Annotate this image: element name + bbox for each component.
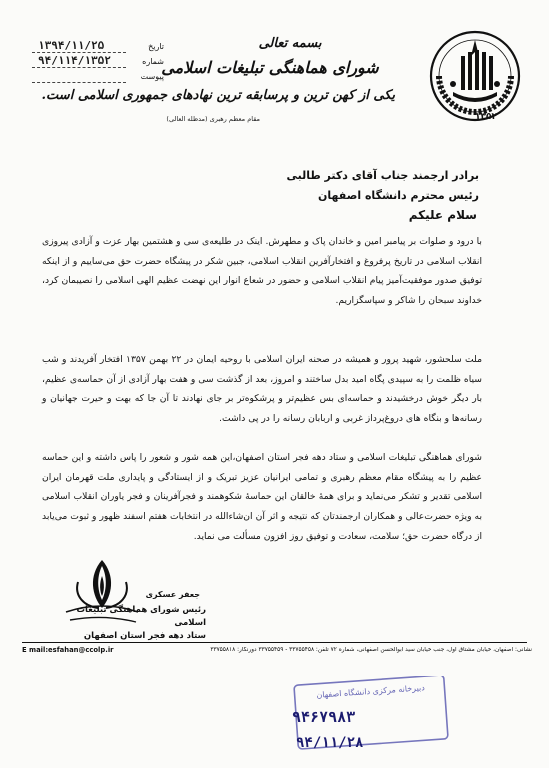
date-label: تاریخ (148, 42, 164, 51)
number-label: شماره (142, 57, 164, 66)
body-paragraph-3: شورای هماهنگی تبلیغات اسلامی و ستاد دهه فجر استان اصفهان،این همه شور و شعور را پاس داشته و این حماسه عظیم را به پیشگاه مقام معظم رهبری و تمامی ایرانیان عزیز تبریک و از ایستادگی و پایداری ملت قهرمان ایران اسلامی تقدیر و تشکر می‌نماید و برای همهٔ خالقان این حماسهٔ شکوهمند و فجرآفرینان و فجر یاوران انقلاب اسلامی به ویژه حضرت‌عالی و همکاران ارجمندتان که نتیجه و اثر آن ان‌شاءالله در انتخابات هفتم اسفند ظهور و ثبوت می‌یابد از درگاه حضرت حق؛ سلامت، سعادت و توفیق روز افزون مسألت می نماید. (42, 452, 482, 542)
attachment-row (24, 70, 164, 85)
attachment-line (32, 82, 126, 83)
letter-meta (24, 40, 164, 85)
stamp-header: دبیرخانه مرکزی دانشگاه اصفهان (316, 683, 426, 700)
addressee-name: برادر ارجمند جناب آقای دکتر طالبی (286, 169, 479, 182)
addressee-block (159, 166, 479, 206)
body-paragraph-1: با درود و صلوات بر پیامبر امین و خاندان پاک و مطهرش. اینک در طلیعه‌ی سی و هشتمین بهار عزت و آزادی پیروزی انقلاب اسلامی در تاریخ پرفروغ و افتخارآفرین انقلاب اسلامی، جبین شکر در پیشگاه حضرت حق می‌ساییم و از اینکه توفیق صدور موفقیت‌آمیز پیام انقلاب اسلامی و حضور در شعاع انوار این نهضت عظیم الهی اسلامی را نصیبمان کرد، خداوند سبحان را شاکر و سپاسگزاریم. (42, 236, 482, 307)
bismillah-heading: بسمه تعالی (258, 36, 322, 51)
leader-caption: مقام معظم رهبری (مدظله العالی) (166, 115, 260, 123)
number-row (24, 55, 164, 70)
received-number: ۹۴۶۷۹۸۳ (292, 708, 356, 726)
signatory-name: جعفر عسکری (145, 590, 200, 599)
greeting: سلام علیکم (408, 208, 477, 222)
footer-email: E mail:esfahan@ccolp.ir (22, 646, 114, 654)
emblem-year: ۱۳۵۲ (475, 112, 497, 122)
organization-tagline: یکی از کهن ترین و پرسابقه ترین نهادهای جمهوری اسلامی است. (41, 88, 395, 103)
number-line (32, 67, 126, 68)
organization-name: شورای هماهنگی تبلیغات اسلامی (161, 58, 379, 77)
addressee-title: رئیس محترم دانشگاه اصفهان (318, 189, 479, 202)
body-paragraph-2: ملت سلحشور، شهید پرور و همیشه در صحنه ایران اسلامی با روحیه ایمان در ۲۲ بهمن ۱۳۵۷ افتخار آفریدند و شب سیاه ظلمت را به سپیدی پگاه امید بدل ساختند و امروز، بعد از گذشت سی و هفت بهار آزادی از آن حماسه‌ی عظیم، بار دیگر خوش درخشیدند و حماسه‌ای بس عظیم‌تر و پرشکوه‌تر بر جای نهادند تا آن جا که بهت و حیرت جهانیان و رسانه‌ها و بنگاه های دروغ‌پرداز غربی و اربابان رسانه را در پی داشت. (42, 354, 482, 425)
footer-divider (22, 642, 527, 643)
received-date: ۹۴/۱۱/۲۸ (296, 735, 364, 751)
number-value: ۹۴/۱۱۴/۱۳۵۲ (38, 54, 111, 67)
date-value: ۱۳۹۴/۱۱/۲۵ (38, 39, 105, 52)
date-line (32, 52, 126, 53)
signatory-title (68, 604, 206, 643)
footer-address: نشانی: اصفهان، خیابان مشتاق اول، جنب خیابان سید ابوالحسن اصفهانی، شماره ۷۲ تلفن: ۳۳۷۵۵۴۵۸ - ۳۳۷۵۵۴۵۹ دورنگار: ۳۳۷۵۵۸۱۸ (210, 647, 532, 653)
attachment-label: پیوست (140, 72, 164, 81)
signatory-title-line2: ستاد دهه فجر استان اصفهان (83, 631, 206, 641)
date-row (24, 40, 164, 55)
signatory-title-line1: رئیس شورای هماهنگی تبلیغات اسلامی (76, 605, 206, 628)
